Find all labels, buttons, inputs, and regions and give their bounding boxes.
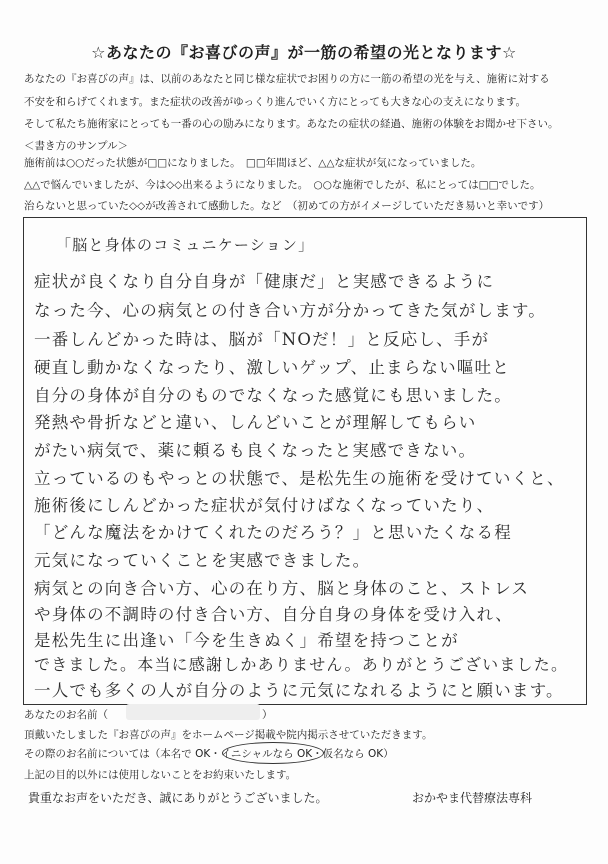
name-redacted-field bbox=[126, 704, 260, 720]
testimonial-line: 「どんな魔法をかけてくれたのだろう？」と思いたくなる程 bbox=[34, 523, 512, 542]
page-title: ☆あなたの『お喜びの声』が一筋の希望の光となります☆ bbox=[91, 43, 517, 62]
intro-line-1: あなたの『お喜びの声』は、以前のあなたと同じ様な症状でお困りの方に一筋の希望の光を与え、施術に対する bbox=[24, 73, 550, 85]
name-option-suffix: ・仮名なら OK） bbox=[312, 748, 394, 760]
intro-line-2: 不安を和らげてくれます。また症状の改善がゆっくり進んでいく方にとっても大きな心の支えになります。 bbox=[24, 96, 527, 108]
sample-line-2: △△で悩んでいましたが、今は◇◇出来るようになりました。 ○○な施術でしたが、私にとっては□□でした。 bbox=[24, 179, 541, 191]
testimonial-line: 発熱や骨折などと違い、しんどいことが理解してもらい bbox=[34, 413, 477, 432]
testimonial-line: 立っているのもやっとの状態で、是松先生の施術を受けていくと、 bbox=[34, 469, 565, 488]
testimonial-line: なった今、心の病気との付き合い方が分かってきた気がします。 bbox=[34, 301, 546, 320]
testimonial-line: 硬直し動かなくなったり、激しいゲップ、止まらない嘔吐と bbox=[34, 358, 510, 377]
name-options bbox=[24, 746, 394, 761]
testimonial-line: がたい病気で、薬に頼るも良くなったと実感できない。 bbox=[34, 441, 477, 460]
testimonial-line: 是松先生に出逢い「今を生きぬく」希望を持つことが bbox=[34, 631, 459, 650]
name-option-prefix: その際のお名前については（本名で OK・ bbox=[24, 748, 221, 760]
sample-line-1: 施術前は○○だった状態が□□になりました。 □□年間ほど、△△な症状が気になっていました。 bbox=[24, 157, 482, 169]
testimonial-line: や身体の不調時の付き合い方、自分自身の身体を受け入れ、 bbox=[34, 605, 513, 624]
privacy-promise: 上記の目的以外には使用しないことをお約束いたします。 bbox=[24, 769, 297, 781]
sample-heading: ＜書き方のサンプル＞ bbox=[24, 140, 129, 152]
publish-notice: 頂戴いたしました『お喜びの声』をホームページ掲載や院内掲示させていただきます。 bbox=[24, 729, 433, 741]
testimonial-line: できました。本当に感謝しかありません。ありがとうございました。 bbox=[34, 655, 569, 674]
sample-line-3: 治らないと思っていた◇◇が改善されて感動した。など （初めての方がイメージしていただき易いと幸いです） bbox=[24, 200, 550, 212]
testimonial-line: 一人でも多くの人が自分のように元気になれるようにと願います。 bbox=[34, 681, 564, 700]
testimonial-line: 施術後にしんどかった症状が気付けばなくなっていたり、 bbox=[34, 496, 495, 515]
selected-option-circle bbox=[222, 742, 324, 764]
testimonial-title: 「脳と身体のコミュニケーション」 bbox=[56, 236, 315, 254]
thanks-message: 貴重なお声をいただき、誠にありがとうございました。 bbox=[28, 791, 328, 805]
name-close-paren: ） bbox=[262, 709, 273, 721]
testimonial-line: 元気になっていくことを実感できました。 bbox=[34, 551, 371, 570]
testimonial-line: 一番しんどかった時は、脳が「NOだ！」と反応し、手が bbox=[34, 330, 490, 349]
testimonial-line: 病気との向き合い方、心の在り方、脳と身体のこと、ストレス bbox=[34, 579, 530, 598]
clinic-name: おかやま代替療法専科 bbox=[412, 791, 533, 805]
intro-line-3: そして私たち施術家にとっても一番の心の励みになります。あなたの症状の経過、施術の体験をお聞かせ下さい。 bbox=[24, 118, 559, 130]
name-label: あなたのお名前（ bbox=[24, 709, 108, 721]
testimonial-line: 症状が良くなり自分自身が「健康だ」と実感できるように bbox=[34, 272, 495, 291]
name-option-initial-selected: イニシャルなら OK bbox=[220, 748, 313, 760]
testimonial-line: 自分の身体が自分のものでなくなった感覚にも思いました。 bbox=[34, 386, 512, 405]
